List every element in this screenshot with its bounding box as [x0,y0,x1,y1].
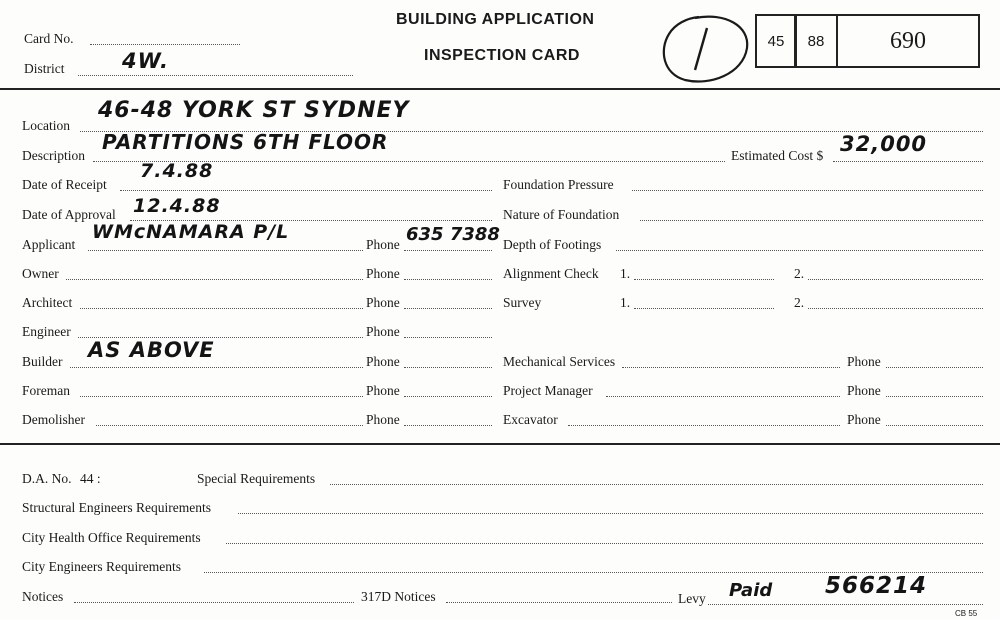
survey-num-2: 2. [794,295,805,310]
alignment-num-1: 1. [620,266,631,281]
card-no-label: Card No. [24,31,74,46]
builder-label: Builder [22,354,63,369]
card-code: CB 55 [955,609,978,618]
excavator-phone-label: Phone [847,412,881,427]
engineer-label: Engineer [22,324,71,339]
structural-req-field[interactable] [238,513,983,514]
builder-phone-label: Phone [366,354,400,369]
box-b: 88 [794,14,838,68]
date-receipt-field[interactable] [120,190,492,191]
mechanical-phone-label: Phone [847,354,881,369]
survey-num-1: 1. [620,295,631,310]
survey-label: Survey [503,295,542,310]
notices-317d-field[interactable] [446,602,672,603]
foundation-pressure-label: Foundation Pressure [503,177,614,192]
depth-footings-field[interactable] [616,250,983,251]
owner-field[interactable] [66,279,363,280]
applicant-label: Applicant [22,237,76,252]
architect-label: Architect [22,295,73,310]
notices-field[interactable] [74,602,354,603]
alignment-field-1[interactable] [634,279,774,280]
card-title-line2: INSPECTION CARD [424,47,580,64]
alignment-num-2: 2. [794,266,805,281]
date-approval-value: 12.4.88 [133,195,221,217]
location-value: 46-48 YORK ST SYDNEY [98,98,410,123]
builder-field[interactable] [70,367,363,368]
project-manager-phone-label: Phone [847,383,881,398]
date-receipt-value: 7.4.88 [140,160,214,182]
engineer-phone-label: Phone [366,324,400,339]
mechanical-label: Mechanical Services [503,354,616,369]
district-field[interactable] [78,75,353,76]
owner-phone-label: Phone [366,266,400,281]
mechanical-field[interactable] [622,367,840,368]
excavator-field[interactable] [568,425,840,426]
da-no-label: D.A. No. [22,471,72,486]
depth-footings-label: Depth of Footings [503,237,602,252]
engineer-phone-field[interactable] [404,337,492,338]
applicant-field[interactable] [88,250,363,251]
applicant-phone-label: Phone [366,237,400,252]
project-manager-field[interactable] [606,396,840,397]
alignment-check-label: Alignment Check [503,266,599,281]
structural-req-label: Structural Engineers Requirements [22,500,211,515]
estimated-cost-value: 32,000 [840,132,928,156]
foreman-phone-field[interactable] [404,396,492,397]
foreman-phone-label: Phone [366,383,400,398]
notices-label: Notices [22,589,64,604]
demolisher-label: Demolisher [22,412,85,427]
nature-foundation-field[interactable] [640,220,983,221]
project-manager-phone-field[interactable] [886,396,983,397]
card-no-field[interactable] [90,44,240,45]
architect-phone-label: Phone [366,295,400,310]
notices-317d-label: 317D Notices [361,589,436,604]
demolisher-phone-label: Phone [366,412,400,427]
receipt-number: 566214 [825,573,928,599]
excavator-phone-field[interactable] [886,425,983,426]
applicant-phone-value: 635 7388 [406,224,500,245]
project-manager-label: Project Manager [503,383,593,398]
builder-phone-field[interactable] [404,367,492,368]
district-label: District [24,61,65,76]
owner-label: Owner [22,266,59,281]
excavator-label: Excavator [503,412,558,427]
mechanical-phone-field[interactable] [886,367,983,368]
health-req-label: City Health Office Requirements [22,530,201,545]
levy-label: Levy [678,591,706,606]
foundation-pressure-field[interactable] [632,190,983,191]
special-req-field[interactable] [330,484,983,485]
location-label: Location [22,118,70,133]
owner-phone-field[interactable] [404,279,492,280]
district-value: 4W. [122,49,169,73]
card-title-line1: BUILDING APPLICATION [396,11,595,28]
alignment-field-2[interactable] [808,279,983,280]
city-eng-req-label: City Engineers Requirements [22,559,181,574]
builder-value: AS ABOVE [88,338,215,362]
date-receipt-label: Date of Receipt [22,177,107,192]
da-no-value: 44 : [80,471,101,486]
foreman-field[interactable] [80,396,363,397]
levy-field[interactable] [708,604,983,605]
date-approval-label: Date of Approval [22,207,116,222]
nature-foundation-label: Nature of Foundation [503,207,620,222]
foreman-label: Foreman [22,383,70,398]
special-req-label: Special Requirements [197,471,316,486]
demolisher-phone-field[interactable] [404,425,492,426]
health-req-field[interactable] [226,543,983,544]
circled-number-mark [655,8,755,88]
box-c: 690 [836,14,980,68]
architect-field[interactable] [80,308,363,309]
divider-top [0,88,1000,90]
applicant-phone-field[interactable] [404,250,492,251]
description-value: PARTITIONS 6TH FLOOR [102,130,389,154]
estimated-cost-field[interactable] [833,161,983,162]
architect-phone-field[interactable] [404,308,492,309]
demolisher-field[interactable] [96,425,363,426]
survey-field-2[interactable] [808,308,983,309]
box-a: 45 [755,14,797,68]
description-label: Description [22,148,85,163]
estimated-cost-label: Estimated Cost $ [731,148,824,163]
levy-value: Paid [729,580,773,601]
divider-bottom [0,443,1000,445]
survey-field-1[interactable] [634,308,774,309]
applicant-value: WMcNAMARA P/L [92,221,290,243]
